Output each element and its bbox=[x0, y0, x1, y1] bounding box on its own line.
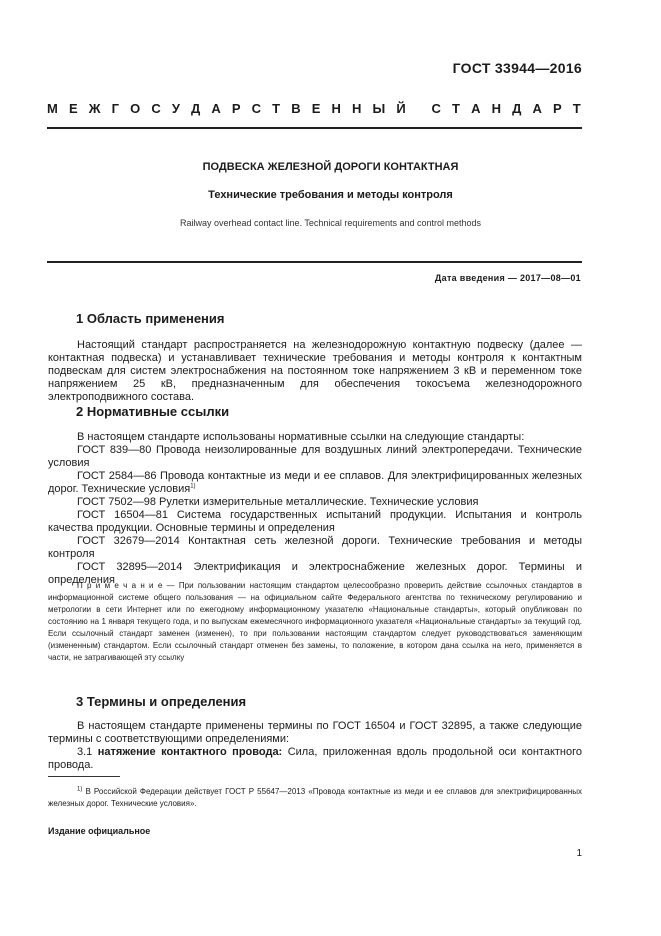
footnote-text: В Российской Федерации действует ГОСТ Р 55647—2013 «Провода контактные из меди и ее сплавов для электрифицированных железных дорог. Технические условия». bbox=[48, 787, 582, 808]
reference-item: ГОСТ 7502—98 Рулетки измерительные металлические. Технические условия bbox=[77, 496, 479, 508]
banner-letter: С bbox=[151, 101, 161, 116]
banner-letter: Р bbox=[552, 101, 562, 116]
reference-item: ГОСТ 32679—2014 Контактная сеть железной дороги. Технические требования и методы контроля bbox=[48, 535, 582, 560]
banner-letter: Т bbox=[452, 101, 460, 116]
banner-letter bbox=[417, 101, 421, 116]
interstate-standard-banner bbox=[47, 101, 581, 116]
banner-letter: Т bbox=[572, 101, 581, 116]
banner-letter: В bbox=[291, 101, 301, 116]
header-rule bbox=[47, 127, 582, 129]
banner-letter: С bbox=[431, 101, 441, 116]
section-1-paragraph: Настоящий стандарт распространяется на железнодорожную контактную подвеску (далее — контактная подвеска) и устанавливает технические требования и методы контроля к контактным подвескам для систем электроснабжения на постоянном токе напряжением 3 кВ и переменном токе напряжением 25 кВ, предназначенным для обеспечения токосъема железнодорожного электроподвижного состава. bbox=[48, 339, 582, 403]
banner-letter: Т bbox=[272, 101, 281, 116]
banner-letter: Й bbox=[396, 101, 406, 116]
banner-letter: М bbox=[47, 101, 58, 116]
banner-letter: А bbox=[532, 101, 542, 116]
title-rule bbox=[47, 261, 582, 263]
banner-letter: А bbox=[211, 101, 221, 116]
section-1-heading: 1 Область применения bbox=[76, 311, 225, 326]
note-text: П р и м е ч а н и е — При пользовании настоящим стандартом целесообразно проверить действие ссылочных стандартов в информационной системе общего пользования — на официальном сайте Федерального агентства по техническому регулированию и метрологии в сети Интернет или по ежегодному информационному указателю «Национальные стандарты», который опубликован по состоянию на 1 января текущего года, и по выпускам ежемесячного информационного указателя «Национальные стандарты» за текущий год. Если ссылочный стандарт заменен (изменен), то при пользовании настоящим стандартом следует руководствоваться заменяющим (измененным) стандартом. Если ссылочный стандарт отменен без замены, то положение, в котором дана ссылка на него, применяется в части, не затрагивающей эту ссылку bbox=[48, 581, 582, 662]
reference-text: ГОСТ 2584—86 Провода контактные из меди и ее сплавов. Для электрифицированных железных дорог. Технические условия bbox=[48, 470, 582, 495]
footnote-mark: 1) bbox=[77, 786, 83, 793]
standard-title-english: Railway overhead contact line. Technical requirements and control methods bbox=[180, 218, 481, 228]
section-3-intro: В настоящем стандарте применены термины по ГОСТ 16504 и ГОСТ 32895, а также следующие термины с соответствующими определениями: bbox=[48, 720, 582, 745]
banner-letter: Ы bbox=[372, 101, 386, 116]
section-1-text bbox=[48, 339, 582, 404]
standard-title: ПОДВЕСКА ЖЕЛЕЗНОЙ ДОРОГИ КОНТАКТНАЯ bbox=[202, 161, 459, 173]
references-intro: В настоящем стандарте использованы нормативные ссылки на следующие стандарты: bbox=[77, 431, 525, 443]
banner-letter: У bbox=[171, 101, 180, 116]
reference-item: ГОСТ 16504—81 Система государственных испытаний продукции. Испытания и контроль качества продукции. Основные термины и определения bbox=[48, 509, 582, 534]
banner-letter: С bbox=[251, 101, 262, 116]
term-number: 3.1 bbox=[77, 746, 93, 758]
banner-letter: Д bbox=[512, 101, 522, 116]
reference-item bbox=[48, 470, 582, 496]
banner-letter: Е bbox=[311, 101, 321, 116]
section-2-note bbox=[48, 580, 582, 664]
section-3-heading: 3 Термины и определения bbox=[76, 694, 247, 709]
introduction-date: Дата введения — 2017—08—01 bbox=[434, 273, 581, 283]
banner-letter: Е bbox=[68, 101, 78, 116]
page-number: 1 bbox=[576, 848, 582, 859]
banner-letter: Н bbox=[491, 101, 501, 116]
footnote-mark: 1) bbox=[190, 483, 196, 490]
section-2-references bbox=[48, 431, 582, 587]
document-code: ГОСТ 33944—2016 bbox=[452, 60, 582, 76]
footnote bbox=[48, 786, 582, 810]
section-3-text bbox=[48, 720, 582, 772]
section-2-heading: 2 Нормативные ссылки bbox=[76, 404, 230, 419]
term-name: натяжение контактного провода: bbox=[97, 746, 283, 758]
standard-subtitle: Технические требования и методы контроля bbox=[208, 189, 453, 201]
banner-letter: Ж bbox=[88, 101, 101, 116]
banner-letter: Г bbox=[111, 101, 119, 116]
footnote-text-line bbox=[48, 786, 582, 810]
banner-letter: Н bbox=[331, 101, 341, 116]
banner-letter: О bbox=[130, 101, 141, 116]
reference-item: ГОСТ 839—80 Провода неизолированные для воздушных линий электропередачи. Технические условия bbox=[48, 444, 582, 469]
banner-letter: Р bbox=[231, 101, 241, 116]
banner-letter: Н bbox=[352, 101, 362, 116]
footnote-separator bbox=[48, 776, 120, 777]
term-definition-text: Сила, приложенная вдоль продольной оси контактного провода. bbox=[48, 746, 583, 771]
banner-letter: А bbox=[471, 101, 481, 116]
banner-letter: Д bbox=[191, 101, 201, 116]
reference-item: ГОСТ 32895—2014 Электрификация и электроснабжение железных дорог. Термины и определения bbox=[48, 561, 582, 586]
term-definition bbox=[48, 746, 582, 772]
edition-label: Издание официальное bbox=[48, 826, 151, 836]
